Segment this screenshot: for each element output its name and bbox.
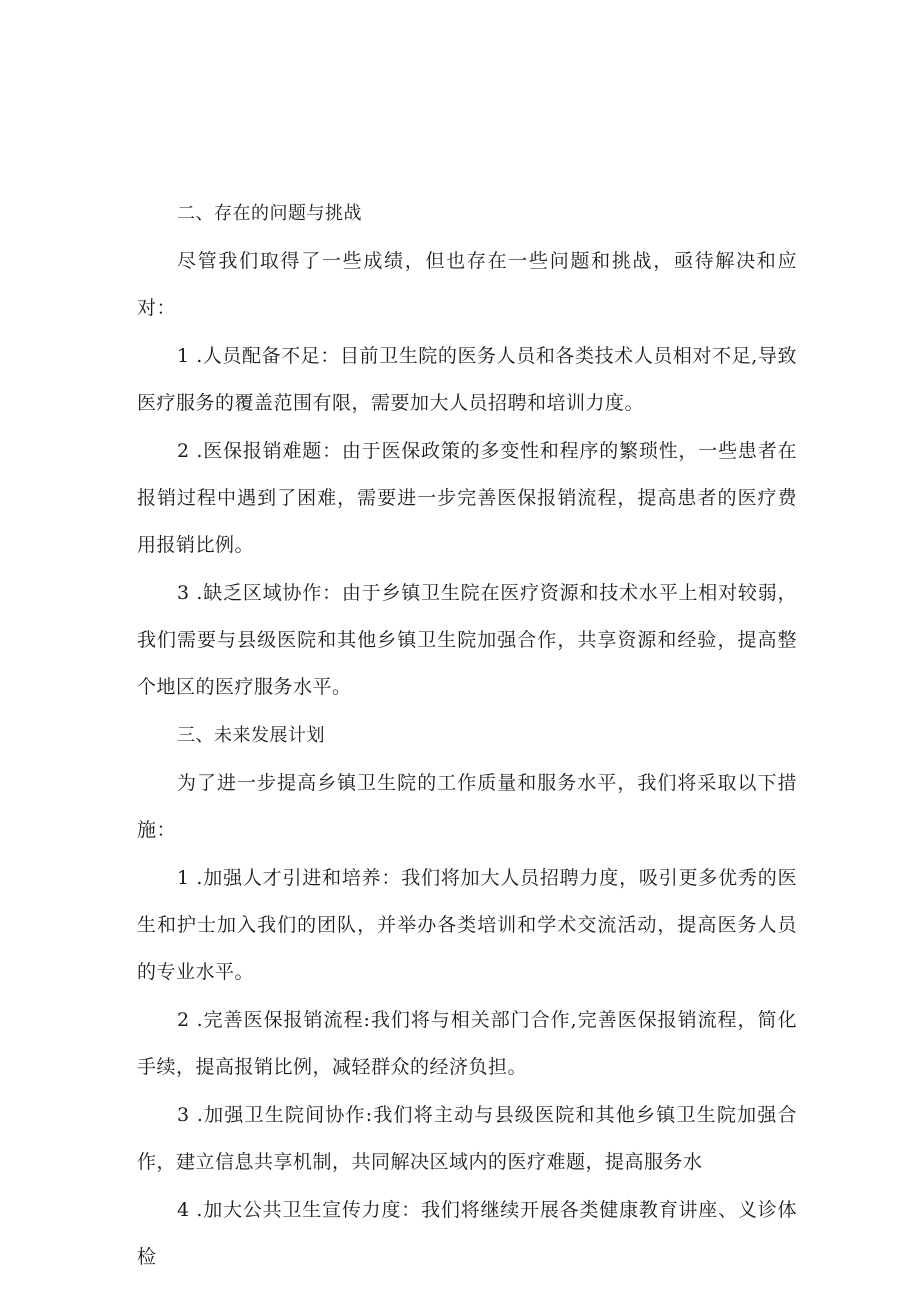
section-intro-problems: 尽管我们取得了一些成绩，但也存在一些问题和挑战，亟待解决和应对：	[137, 250, 797, 319]
plan-item-1: 1 .加强人才引进和培养：我们将加大人员招聘力度，吸引更多优秀的医生和护士加入我们的团队，并举办各类培训和学术交流活动，提高医务人员的专业水平。	[137, 867, 797, 983]
section-heading-problems: 二、存在的问题与挑战	[177, 203, 362, 224]
section-heading-plans: 三、未来发展计划	[177, 725, 325, 746]
plan-item-3: 3 .加强卫生院间协作:我们将主动与县级医院和其他乡镇卫生院加强合作，建立信息共享机制，共同解决区域内的医疗难题，提高服务水	[137, 1104, 797, 1173]
document-body	[137, 190, 797, 1282]
plan-item-2: 2 .完善医保报销流程:我们将与相关部门合作,完善医保报销流程，简化手续，提高报销比例，减轻群众的经济负担。	[137, 1009, 797, 1078]
problem-item-1: 1 .人员配备不足：目前卫生院的医务人员和各类技术人员相对不足,导致医疗服务的覆盖范围有限，需要加大人员招聘和培训力度。	[137, 345, 797, 414]
problem-item-3: 3 .缺乏区域协作：由于乡镇卫生院在医疗资源和技术水平上相对较弱，我们需要与县级医院和其他乡镇卫生院加强合作，共享资源和经验，提高整个地区的医疗服务水平。	[137, 582, 797, 698]
section-intro-plans: 为了进一步提高乡镇卫生院的工作质量和服务水平，我们将采取以下措施：	[137, 772, 797, 841]
plan-item-4: 4 .加大公共卫生宣传力度：我们将继续开展各类健康教育讲座、义诊体检	[137, 1199, 797, 1268]
problem-item-2: 2 .医保报销难题：由于医保政策的多变性和程序的繁琐性，一些患者在报销过程中遇到了困难，需要进一步完善医保报销流程，提高患者的医疗费用报销比例。	[137, 440, 797, 556]
